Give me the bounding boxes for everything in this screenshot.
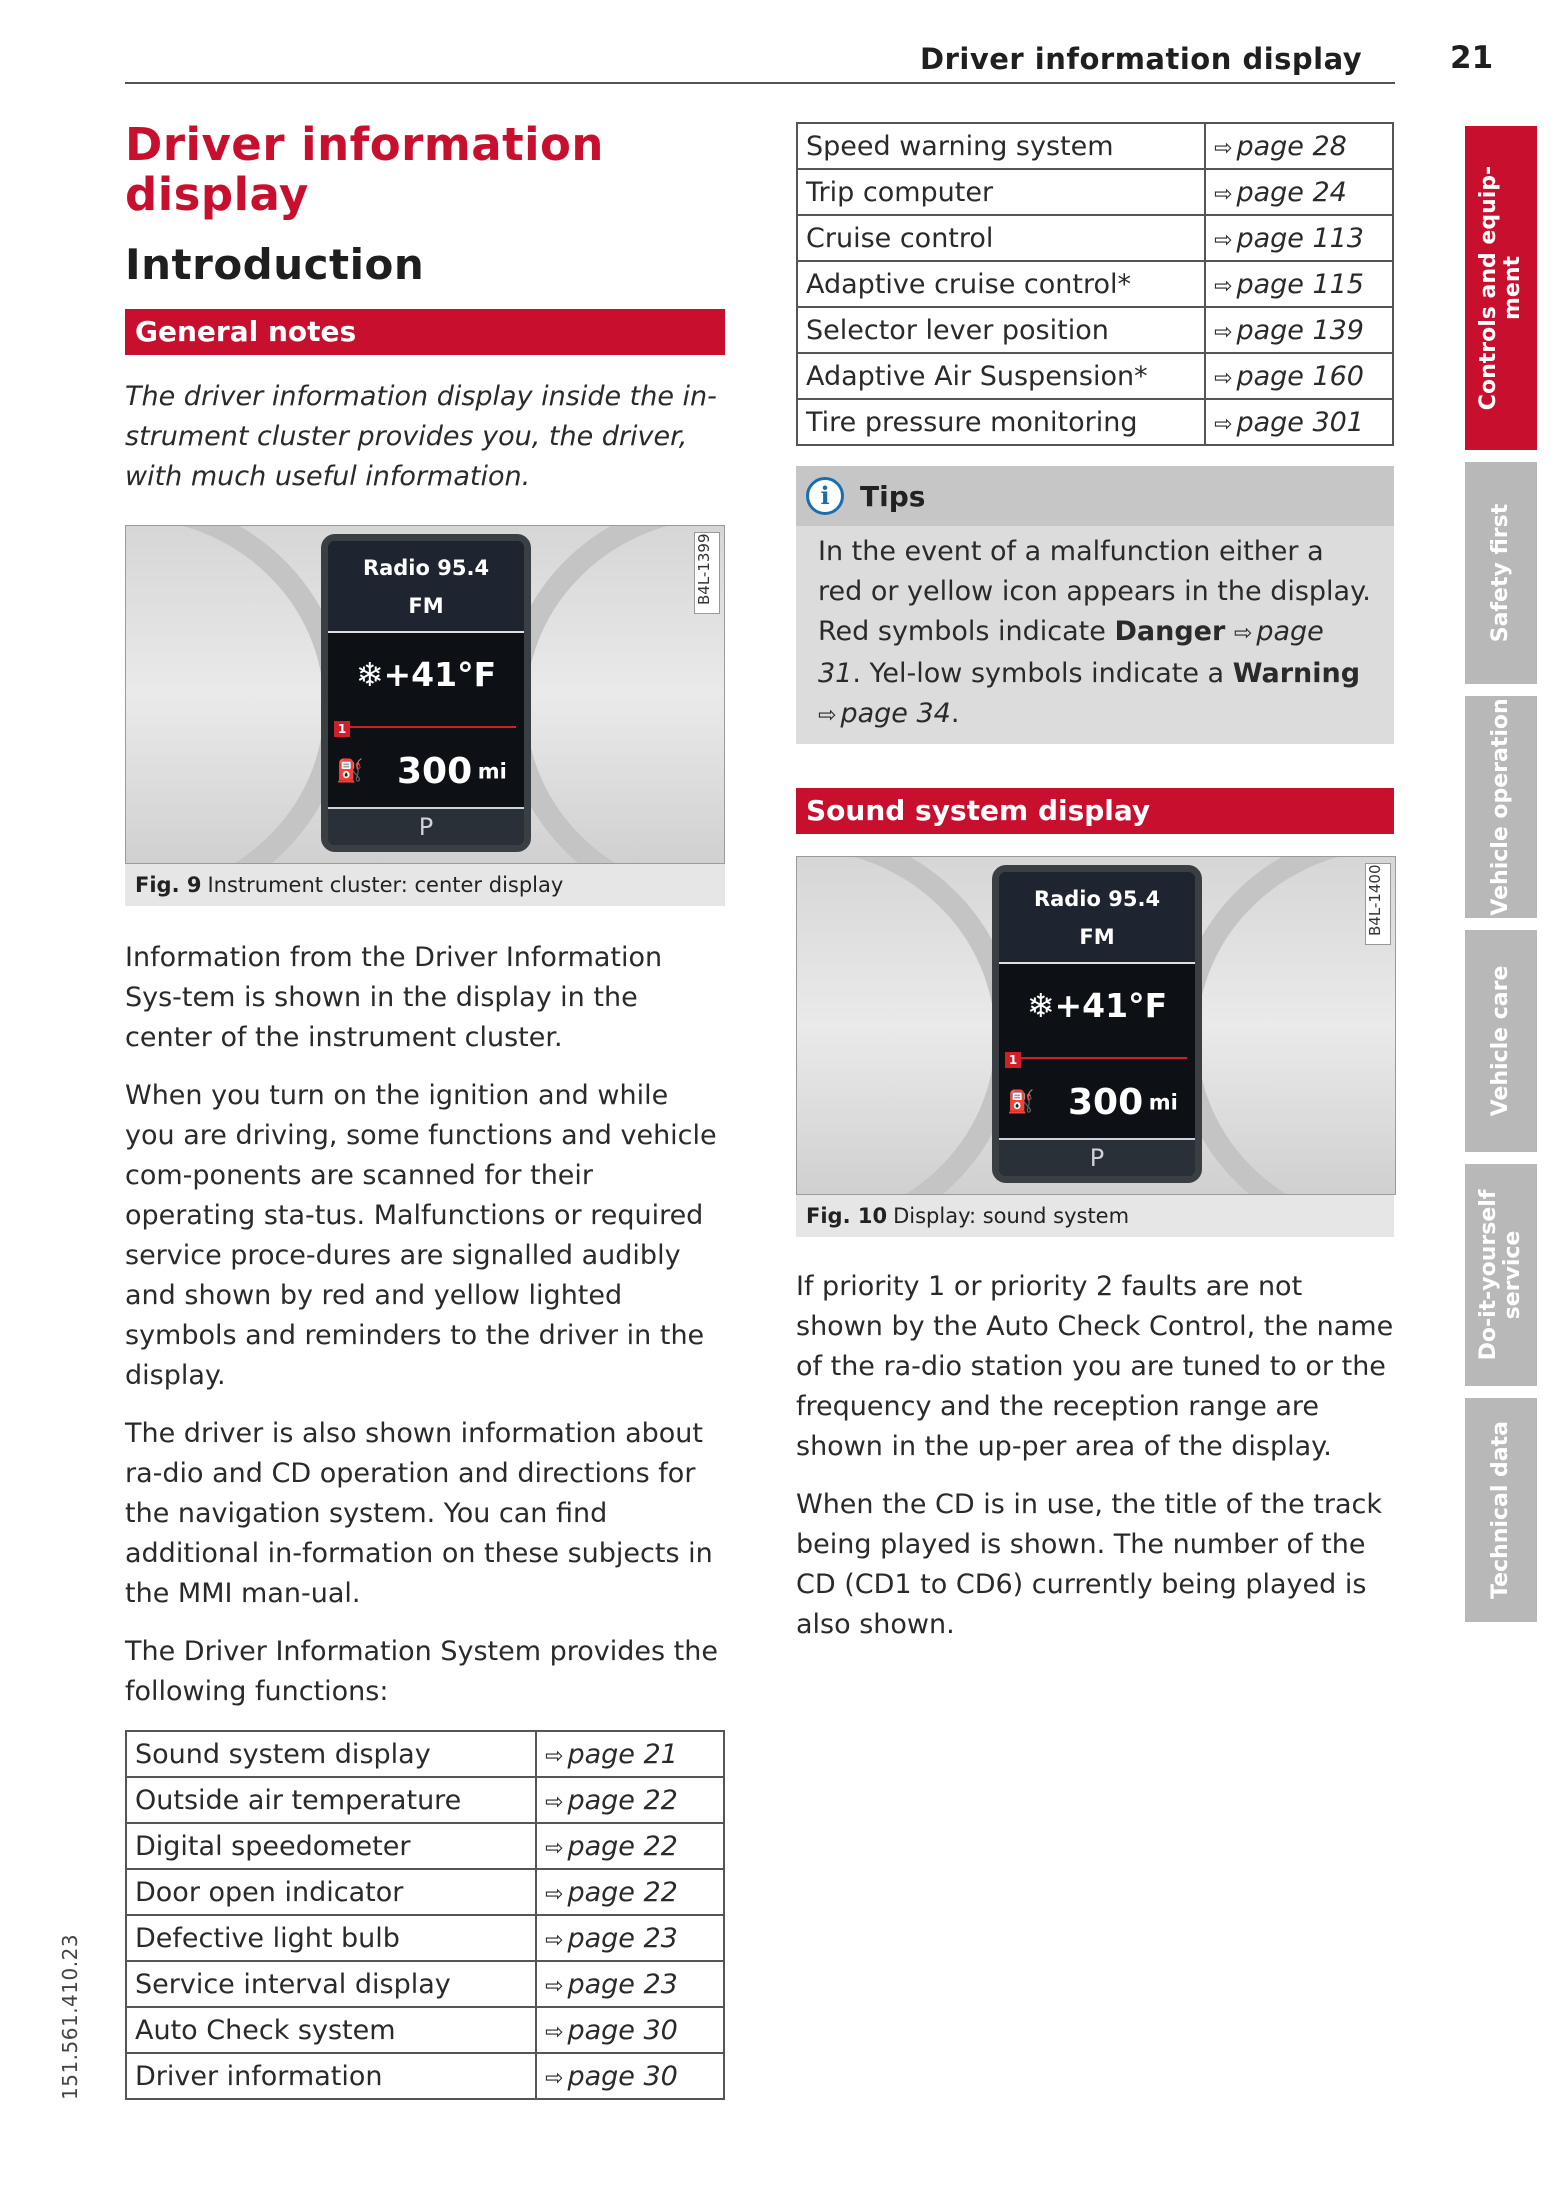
page-ref: page 30	[567, 2014, 678, 2046]
page-ref-link[interactable]	[536, 1823, 724, 1869]
range-value: 300	[396, 751, 473, 792]
warning-label: Warning	[1232, 658, 1361, 689]
page-ref: page 30	[567, 2060, 678, 2092]
table-row	[126, 1777, 724, 1823]
outside-temperature: ❄+41°F	[1026, 986, 1168, 1025]
table-row	[126, 1915, 724, 1961]
tips-text-1: In the event of a malfunction either a red or yellow icon appears in the display. Red symbols indicate	[818, 536, 1371, 647]
danger-label: Danger	[1114, 616, 1226, 647]
tab-label: Controls and equip- ment	[1476, 165, 1525, 411]
tab-label: Vehicle operation	[1488, 698, 1513, 916]
figure-caption	[796, 1195, 1394, 1237]
table-row	[126, 1869, 724, 1915]
tab-controls-and-equipment[interactable]	[1465, 126, 1537, 450]
warning-badge: 1	[1005, 1052, 1021, 1068]
page-ref-link[interactable]	[1205, 353, 1393, 399]
page-ref: page 22	[567, 1876, 678, 1908]
general-notes-heading: General notes	[125, 309, 725, 355]
right-column	[796, 122, 1394, 1663]
page-ref-link[interactable]	[1205, 399, 1393, 445]
function-name: Adaptive Air Suspension*	[797, 353, 1205, 399]
page-ref: page 22	[567, 1784, 678, 1816]
page-ref-link[interactable]	[1205, 307, 1393, 353]
tips-text-2: . Yel-low symbols indicate a	[852, 658, 1233, 689]
arrow-right-icon: ⇨	[545, 2065, 564, 2091]
table-row	[797, 307, 1393, 353]
page-ref-link[interactable]	[536, 1869, 724, 1915]
tips-box	[796, 466, 1394, 744]
function-name: Defective light bulb	[126, 1915, 536, 1961]
function-name: Selector lever position	[797, 307, 1205, 353]
function-name: Adaptive cruise control*	[797, 261, 1205, 307]
table-row	[126, 1961, 724, 2007]
radio-band: FM	[1079, 925, 1115, 949]
introduction-heading: Introduction	[125, 240, 425, 289]
arrow-right-icon: ⇨	[1214, 135, 1233, 161]
figure-9	[125, 525, 725, 906]
arrow-right-icon: ⇨	[1233, 621, 1253, 646]
function-name: Trip computer	[797, 169, 1205, 215]
arrow-right-icon: ⇨	[1214, 181, 1233, 207]
page-header-title: Driver information display	[920, 42, 1363, 76]
page-ref: page 23	[567, 1922, 678, 1954]
tab-safety-first[interactable]	[1465, 462, 1537, 684]
table-row	[797, 169, 1393, 215]
page-ref: page 139	[1236, 314, 1364, 346]
table-row	[797, 353, 1393, 399]
function-name: Door open indicator	[126, 1869, 536, 1915]
page-ref: page 24	[1236, 176, 1347, 208]
paragraph: The Driver Information System provides the following functions:	[125, 1636, 718, 1707]
figure-code: B4L-1399	[695, 533, 713, 605]
figure-caption-text: Instrument cluster: center display	[207, 873, 564, 897]
warning-line	[1013, 1057, 1187, 1059]
page-ref-link[interactable]	[1205, 123, 1393, 169]
document-code: 151.561.410.23	[58, 1933, 82, 2100]
danger-page-ref: page 31	[818, 616, 1324, 689]
left-column	[125, 120, 725, 2100]
range-readout	[336, 751, 526, 792]
paragraph: Information from the Driver Information Sys-tem is shown in the display in the center of the instrument cluster.	[125, 942, 663, 1053]
page-ref-link[interactable]	[536, 2007, 724, 2053]
page-ref: page 160	[1236, 360, 1364, 392]
fuel-pump-icon: ⛽	[336, 759, 364, 784]
arrow-right-icon: ⇨	[545, 2019, 564, 2045]
tab-label: Safety first	[1488, 503, 1513, 643]
arrow-right-icon: ⇨	[1214, 273, 1233, 299]
page-ref-link[interactable]	[536, 2053, 724, 2099]
arrow-right-icon: ⇨	[545, 1881, 564, 1907]
page-ref-link[interactable]	[536, 1961, 724, 2007]
tips-header	[796, 466, 1394, 526]
function-name: Driver information	[126, 2053, 536, 2099]
paragraph: If priority 1 or priority 2 faults are not shown by the Auto Check Control, the name of the ra-dio station you are tuned to or the frequency and the reception range are shown in the up-per area of the display.	[796, 1271, 1394, 1462]
function-name: Sound system display	[126, 1731, 536, 1777]
page-ref-link[interactable]	[1205, 261, 1393, 307]
instrument-cluster-image	[125, 525, 725, 864]
paragraph: When you turn on the ignition and while you are driving, some functions and vehicle com-ponents are scanned for their operating sta-tus. Malfunctions or required service proce-dures are signalled audibly and shown by red and yellow lighted symbols and reminders to the driver in the display.	[125, 1080, 717, 1391]
arrow-right-icon: ⇨	[545, 1927, 564, 1953]
figure-caption-text: Display: sound system	[893, 1204, 1130, 1228]
warning-badge: 1	[334, 721, 350, 737]
tips-text	[796, 526, 1394, 744]
range-value: 300	[1067, 1082, 1144, 1123]
page-ref: page 22	[567, 1830, 678, 1862]
page-ref-link[interactable]	[1205, 169, 1393, 215]
gear-indicator: P	[999, 1138, 1195, 1176]
arrow-right-icon: ⇨	[545, 1835, 564, 1861]
fuel-pump-icon: ⛽	[1007, 1090, 1035, 1115]
arrow-right-icon: ⇨	[1214, 411, 1233, 437]
function-name: Service interval display	[126, 1961, 536, 2007]
table-row	[797, 399, 1393, 445]
table-row	[126, 1823, 724, 1869]
function-name: Speed warning system	[797, 123, 1205, 169]
arrow-right-icon: ⇨	[545, 1973, 564, 1999]
radio-info	[328, 541, 524, 633]
radio-info	[999, 872, 1195, 964]
arrow-right-icon: ⇨	[1214, 227, 1233, 253]
right-gauge	[1175, 856, 1396, 1195]
function-name: Outside air temperature	[126, 1777, 536, 1823]
page-ref: page 113	[1236, 222, 1364, 254]
tips-text-3: .	[950, 698, 960, 729]
figure-code-box	[694, 532, 720, 614]
page-ref-link[interactable]	[536, 1777, 724, 1823]
function-name: Digital speedometer	[126, 1823, 536, 1869]
table-row	[126, 2007, 724, 2053]
function-name: Auto Check system	[126, 2007, 536, 2053]
radio-station: Radio 95.4	[362, 556, 490, 580]
header-divider	[125, 82, 1395, 84]
figure-caption	[125, 864, 725, 906]
paragraph: The driver is also shown information about ra-dio and CD operation and directions for the navigation system. You can find additional in-formation on these subjects in the MMI man-ual.	[125, 1418, 713, 1609]
figure-10	[796, 856, 1394, 1237]
section-title-line-2: display	[125, 168, 309, 221]
warning-page-ref: page 34	[840, 698, 951, 729]
center-display	[992, 865, 1202, 1183]
gear-indicator: P	[328, 807, 524, 845]
page-ref: page 115	[1236, 268, 1364, 300]
sound-system-image	[796, 856, 1396, 1195]
tab-vehicle-care[interactable]	[1465, 930, 1537, 1152]
left-gauge	[796, 856, 1017, 1195]
arrow-right-icon: ⇨	[545, 1789, 564, 1815]
figure-code-box	[1365, 863, 1391, 945]
tab-vehicle-operation[interactable]	[1465, 696, 1537, 918]
center-display	[321, 534, 531, 852]
page-ref-link[interactable]	[1205, 215, 1393, 261]
figure-code: B4L-1400	[1366, 864, 1384, 936]
table-row	[126, 2053, 724, 2099]
page-ref: page 301	[1236, 406, 1364, 438]
intro-text: The driver information display inside the in-strument cluster provides you, the driver, with much useful information.	[125, 381, 717, 492]
range-unit: mi	[1148, 1090, 1178, 1115]
function-name: Cruise control	[797, 215, 1205, 261]
range-readout	[1007, 1082, 1197, 1123]
page-ref-link[interactable]	[536, 1731, 724, 1777]
section-title	[125, 120, 725, 220]
page-ref: page 21	[567, 1738, 678, 1770]
warning-line	[342, 726, 516, 728]
section-title-line-1: Driver information	[125, 118, 604, 171]
functions-table-right	[796, 122, 1394, 446]
left-gauge	[125, 525, 346, 864]
page-ref: page 28	[1236, 130, 1347, 162]
radio-band: FM	[408, 594, 444, 618]
table-row	[797, 215, 1393, 261]
table-row	[126, 1731, 724, 1777]
arrow-right-icon: ⇨	[1214, 365, 1233, 391]
range-unit: mi	[477, 759, 507, 784]
right-gauge	[504, 525, 725, 864]
page-number: 21	[1450, 40, 1494, 76]
tab-technical-data[interactable]	[1465, 1398, 1537, 1622]
table-row	[797, 123, 1393, 169]
tab-label: Do-it-yourself service	[1476, 1189, 1525, 1361]
function-name: Tire pressure monitoring	[797, 399, 1205, 445]
arrow-right-icon: ⇨	[545, 1743, 564, 1769]
arrow-right-icon: ⇨	[818, 703, 837, 728]
info-icon: i	[806, 477, 844, 515]
radio-station: Radio 95.4	[1033, 887, 1161, 911]
tips-label: Tips	[860, 479, 926, 513]
arrow-right-icon: ⇨	[1214, 319, 1233, 345]
outside-temperature: ❄+41°F	[355, 655, 497, 694]
page-ref: page 23	[567, 1968, 678, 2000]
tab-label: Technical data	[1488, 1421, 1513, 1599]
figure-label: Fig. 9	[135, 873, 202, 897]
table-row	[797, 261, 1393, 307]
figure-label: Fig. 10	[806, 1204, 888, 1228]
tab-do-it-yourself-service[interactable]	[1465, 1164, 1537, 1386]
sound-system-heading: Sound system display	[796, 788, 1394, 834]
warning-page-link[interactable]	[818, 698, 951, 729]
page-ref-link[interactable]	[536, 1915, 724, 1961]
paragraph: When the CD is in use, the title of the track being played is shown. The number of the CD (CD1 to CD6) currently being played is also shown.	[796, 1489, 1383, 1640]
functions-table-left	[125, 1730, 725, 2100]
tab-label: Vehicle care	[1488, 965, 1513, 1117]
